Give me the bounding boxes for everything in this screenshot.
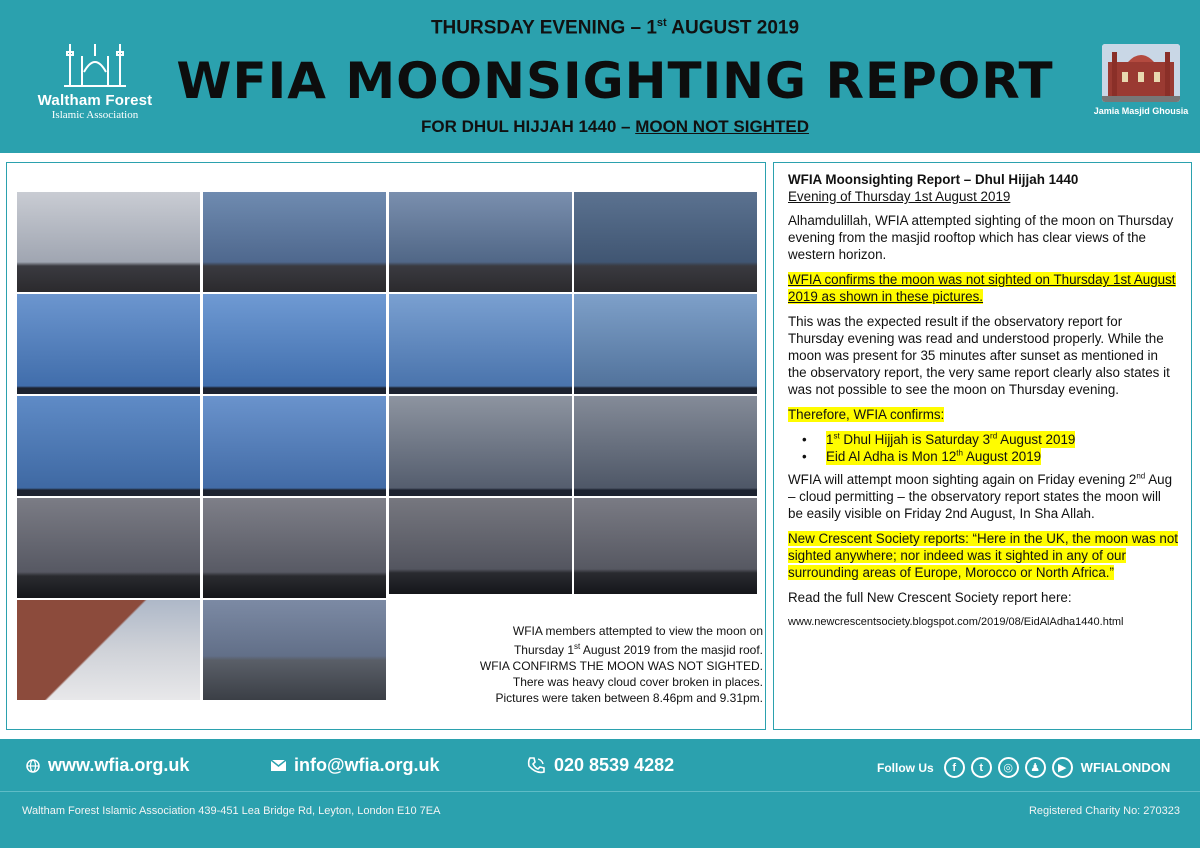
footer-address: Waltham Forest Islamic Association 439-451 Lea Bridge Rd, Leyton, London E10 7EA (22, 805, 441, 817)
sky-photo (17, 498, 200, 598)
report-confirm-heading: Therefore, WFIA confirms: (788, 407, 945, 422)
header-banner (0, 0, 1200, 152)
youtube-icon[interactable]: ▶ (1052, 757, 1073, 778)
sky-photo (389, 192, 572, 292)
group-photo (203, 600, 386, 700)
instagram-icon[interactable]: ◎ (998, 757, 1019, 778)
sky-photo (574, 192, 757, 292)
group-photo (17, 600, 200, 700)
ncs-report-link[interactable]: www.newcrescentsociety.blogspot.com/2019/08/EidAlAdha1440.html (788, 616, 1124, 628)
content-panel (0, 153, 1200, 739)
social-handle[interactable]: WFIALONDON (1080, 760, 1171, 775)
phone-icon (526, 756, 546, 776)
logo-left-sub: Islamic Association (51, 109, 139, 121)
footer (0, 739, 1200, 848)
logo-right-caption: Jamia Masjid Ghousia (1093, 106, 1189, 116)
logo-left-name: Waltham Forest (37, 92, 153, 109)
masjid-building-image (1102, 44, 1180, 102)
follow-label: Follow Us (877, 760, 934, 775)
sky-photo (389, 396, 572, 496)
report-paragraph: Read the full New Crescent Society report here: (788, 590, 1072, 605)
globe-icon (26, 759, 40, 773)
sky-photo (17, 294, 200, 394)
page-title: WFIA MOONSIGHTING REPORT (176, 52, 1054, 110)
sky-photo (574, 498, 757, 594)
sky-photo (203, 294, 386, 394)
report-text (773, 162, 1192, 730)
sky-photo (574, 396, 757, 496)
list-item: • 1st Dhul Hijjah is Saturday 3rd August 2019 (802, 431, 1076, 447)
photo-gallery (6, 162, 766, 730)
report-date: Evening of Thursday 1st August 2019 (788, 189, 1011, 204)
sky-photo (203, 498, 386, 598)
report-paragraph: WFIA will attempt moon sighting again on Friday evening 2nd Aug – cloud permitting – the observatory report states the moon will be easily visible on Friday 2nd August, In Sha Allah. (788, 471, 1173, 521)
jamia-masjid-logo (1088, 44, 1194, 124)
page-subtitle: FOR DHUL HIJJAH 1440 – MOON NOT SIGHTED (421, 117, 809, 136)
sky-photo (203, 192, 386, 292)
report-paragraph: This was the expected result if the observatory report for Thursday evening was read and understood properly. While the moon was present for 35 minutes after sunset as mentioned in the observatory report, the very same report clearly also states it was not possible to see the moon on Thursday evening. (788, 314, 1170, 397)
email-link[interactable]: info@wfia.org.uk (271, 755, 440, 776)
website-link[interactable]: www.wfia.org.uk (26, 755, 189, 776)
confirm-list (788, 431, 1179, 465)
mail-icon (271, 760, 286, 771)
facebook-icon[interactable]: f (944, 757, 965, 778)
report-highlight: WFIA confirms the moon was not sighted on Thursday 1st August 2019 as shown in these pictures. (788, 272, 1176, 304)
sky-photo (389, 294, 572, 394)
snapchat-icon[interactable]: ♟ (1025, 757, 1046, 778)
report-date-heading: THURSDAY EVENING – 1st AUGUST 2019 (430, 17, 800, 39)
social-links (877, 757, 1170, 778)
sky-photo (203, 396, 386, 496)
sky-photo (17, 192, 200, 292)
phone-link[interactable]: 020 8539 4282 (526, 755, 674, 776)
twitter-icon[interactable]: t (971, 757, 992, 778)
photos-caption: WFIA members attempted to view the moon on Thursday 1st August 2019 from the masjid roof. WFIA CONFIRMS THE MOON WAS NOT SIGHTED. There was heavy cloud cover broken in places. Pictures were taken between 8.46pm and 9.31pm. (479, 624, 763, 705)
footer-divider (0, 791, 1200, 792)
charity-number: Registered Charity No: 270323 (1028, 805, 1180, 817)
sky-photo (389, 498, 572, 594)
report-title: WFIA Moonsighting Report – Dhul Hijjah 1440 (788, 172, 1079, 187)
sky-photo (574, 294, 757, 394)
report-paragraph: Alhamdulillah, WFIA attempted sighting of the moon on Thursday evening from the masjid rooftop which has clear views of the western horizon. (788, 213, 1174, 262)
list-item: • Eid Al Adha is Mon 12th August 2019 (802, 448, 1042, 464)
sky-photo (17, 396, 200, 496)
ncs-quote: New Crescent Society reports: “Here in the UK, the moon was not sighted anywhere; nor indeed was it sighted in any of our surrounding areas of Europe, Morocco or North Africa.” (788, 531, 1178, 580)
